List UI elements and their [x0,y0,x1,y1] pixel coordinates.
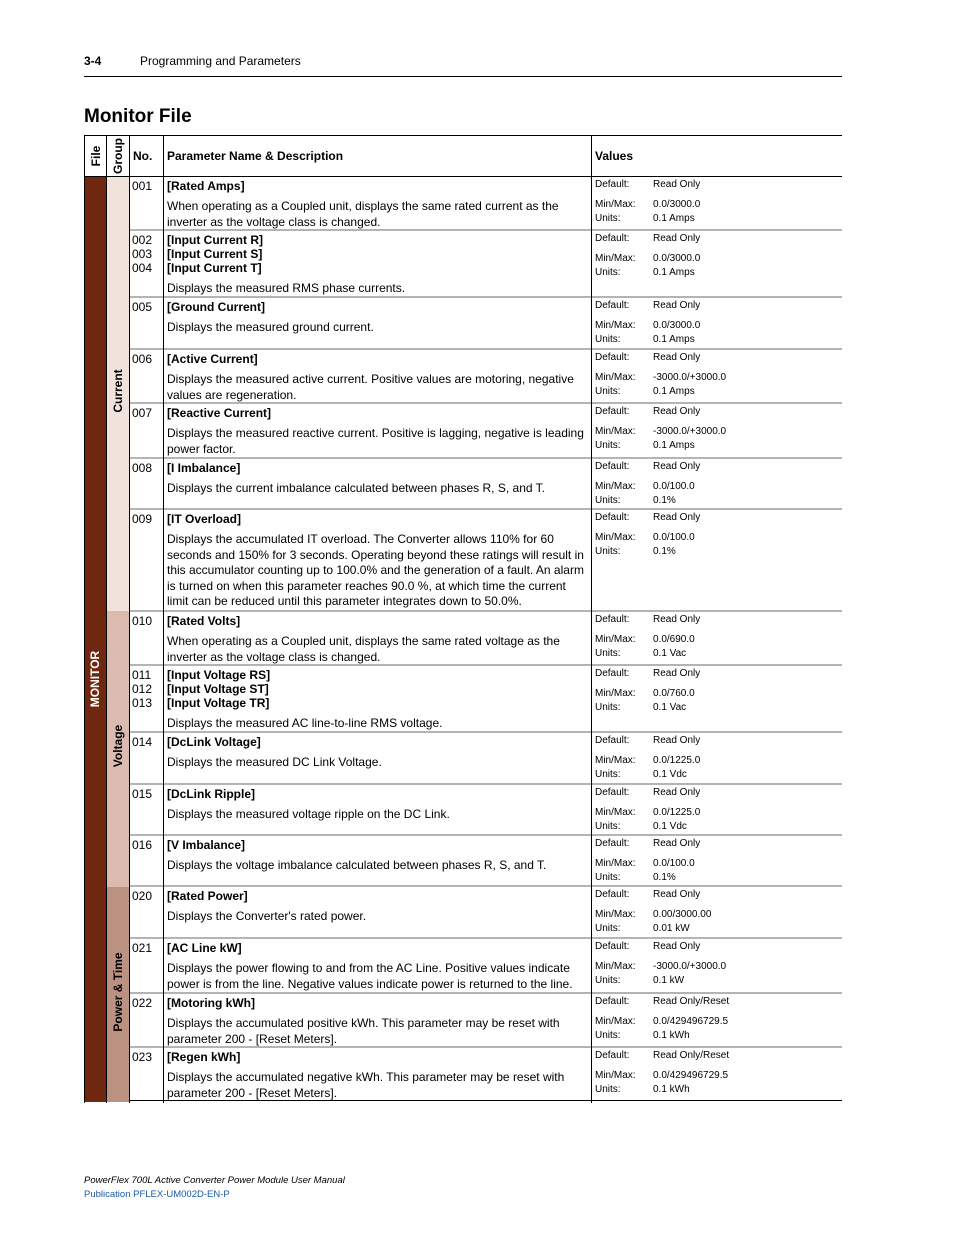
parameter-number-value: 004 [132,261,153,275]
no-column-header: No. [133,149,153,163]
group-label-power: Power & Time [111,952,125,1032]
parameter-description-cell [167,838,587,874]
file-column-header: File [89,145,103,167]
default-value: Read Only [653,233,701,244]
units-label: Units: [595,872,621,883]
units-value: 0.1 Amps [653,440,695,451]
default-value: Read Only [653,838,701,849]
parameter-name: [DcLink Ripple] [167,787,256,801]
col-divider [163,136,164,1103]
parameter-number [132,1050,162,1064]
default-value: Read Only [653,179,701,190]
parameter-number [132,406,162,420]
parameter-description: When operating as a Coupled unit, displays the same rated current as the inverter as the voltage class is changed. [167,199,559,229]
default-value: Read Only/Reset [653,1050,730,1061]
default-value: Read Only [653,787,701,798]
default-label: Default: [595,461,630,472]
default-value: Read Only [653,614,701,625]
units-value: 0.1 Vdc [653,821,687,832]
default-label: Default: [595,838,630,849]
default-value: Read Only [653,512,701,523]
parameter-number-value: 002 [132,233,153,247]
section-title: Monitor File [84,106,192,127]
parameter-description-cell [167,352,587,403]
minmax-value: -3000.0/+3000.0 [653,426,727,437]
parameter-number-value: 005 [132,300,153,314]
table-row [130,994,842,1048]
minmax-label: Min/Max: [595,858,636,869]
parameter-name: [Input Voltage TR] [167,696,270,710]
col-divider [129,136,130,1103]
parameter-name: [Rated Volts] [167,614,241,628]
default-value: Read Only [653,735,701,746]
parameter-number-value: 021 [132,941,153,955]
parameter-name: [Active Current] [167,352,258,366]
minmax-value: 0.0/3000.0 [653,199,701,210]
parameter-table [84,136,842,1103]
parameter-description-cell [167,668,587,732]
parameter-description-cell [167,300,587,336]
table-header [84,136,842,177]
parameter-name: [IT Overload] [167,512,242,526]
units-label: Units: [595,975,621,986]
table-row [130,459,842,510]
file-label: MONITOR [88,650,102,708]
group-label-voltage: Voltage [111,724,125,768]
minmax-value: 0.0/100.0 [653,532,695,543]
minmax-label: Min/Max: [595,961,636,972]
parameter-number [132,179,162,193]
parameter-number-value: 022 [132,996,153,1010]
parameter-description-cell [167,889,587,925]
units-label: Units: [595,821,621,832]
parameter-description-cell [167,406,587,457]
parameter-description: Displays the measured active current. Positive values are motoring, negative values are regeneration. [167,372,574,402]
table-row [130,939,842,994]
parameter-number-value: 014 [132,735,153,749]
chapter-title: Programming and Parameters [140,54,301,68]
minmax-value: 0.0/690.0 [653,634,695,645]
parameter-number-value: 010 [132,614,153,628]
default-label: Default: [595,179,630,190]
table-row [130,231,842,298]
group-band-current [107,177,129,611]
values-column-header: Values [595,149,634,163]
parameter-description: Displays the measured ground current. [167,320,374,334]
parameter-description-cell [167,941,587,992]
units-value: 0.1 Amps [653,267,695,278]
units-value: 0.1 Amps [653,334,695,345]
units-label: Units: [595,1084,621,1095]
minmax-label: Min/Max: [595,372,636,383]
col-divider [591,136,592,1103]
table-row [130,298,842,350]
default-label: Default: [595,614,630,625]
parameter-description-cell [167,1050,587,1101]
parameter-number [132,735,162,749]
table-row [130,612,842,666]
parameter-name: [Rated Amps] [167,179,245,193]
table-row [130,733,842,785]
parameter-description-cell [167,787,587,823]
default-value: Read Only [653,941,701,952]
minmax-label: Min/Max: [595,909,636,920]
units-label: Units: [595,769,621,780]
parameter-description-cell [167,614,587,665]
parameter-name: [Input Voltage ST] [167,682,269,696]
parameter-description: Displays the measured voltage ripple on the DC Link. [167,807,450,821]
minmax-label: Min/Max: [595,634,636,645]
parameter-description: Displays the power flowing to and from the AC Line. Positive values indicate power is from the line. Negative values indicate power is returned to the line. [167,961,573,991]
table-row [130,887,842,939]
parameter-number [132,352,162,366]
default-value: Read Only [653,352,701,363]
parameter-description: Displays the Converter's rated power. [167,909,367,923]
parameter-number [132,668,162,710]
footer-manual: PowerFlex 700L Active Converter Power Module User Manual [84,1175,345,1186]
default-value: Read Only [653,889,701,900]
table-row [130,836,842,887]
table-row [130,1048,842,1101]
parameter-number [132,512,162,526]
col-divider [106,136,107,1103]
default-label: Default: [595,996,630,1007]
units-label: Units: [595,495,621,506]
parameter-description: Displays the accumulated positive kWh. This parameter may be reset with parameter 200 - [Reset Meters]. [167,1016,560,1046]
units-value: 0.1% [653,495,676,506]
default-value: Read Only [653,406,701,417]
minmax-label: Min/Max: [595,426,636,437]
minmax-value: 0.0/1225.0 [653,755,701,766]
default-value: Read Only/Reset [653,996,730,1007]
units-label: Units: [595,1030,621,1041]
units-value: 0.1 Amps [653,386,695,397]
units-label: Units: [595,440,621,451]
parameter-name: [AC Line kW] [167,941,242,955]
units-label: Units: [595,386,621,397]
parameter-number-value: 008 [132,461,153,475]
footer-publication-link[interactable]: Publication PFLEX-UM002D-EN-P [84,1189,230,1200]
minmax-value: 0.0/3000.0 [653,320,701,331]
minmax-value: 0.0/100.0 [653,481,695,492]
parameter-name: [Ground Current] [167,300,265,314]
units-value: 0.1 kWh [653,1084,690,1095]
units-value: 0.1 Vac [653,648,687,659]
file-band [84,177,106,1102]
minmax-label: Min/Max: [595,688,636,699]
parameter-name: [Reactive Current] [167,406,272,420]
default-label: Default: [595,352,630,363]
table-row [130,404,842,459]
units-label: Units: [595,648,621,659]
units-value: 0.1% [653,872,676,883]
minmax-value: 0.0/100.0 [653,858,695,869]
group-label-current: Current [111,369,125,413]
parameter-name: [Rated Power] [167,889,248,903]
parameter-description-cell [167,512,587,610]
table-row [130,785,842,836]
parameter-description: Displays the measured reactive current. Positive is lagging, negative is leading power factor. [167,426,584,456]
parameter-number-value: 013 [132,696,153,710]
default-label: Default: [595,668,630,679]
parameter-description-cell [167,179,587,230]
minmax-value: 0.0/1225.0 [653,807,701,818]
units-value: 0.1 Vdc [653,769,687,780]
units-label: Units: [595,702,621,713]
parameter-number-value: 023 [132,1050,153,1064]
parameter-name: [Input Current T] [167,261,262,275]
parameter-number [132,614,162,628]
minmax-value: 0.00/3000.00 [653,909,712,920]
parameter-name: [Motoring kWh] [167,996,255,1010]
parameter-number [132,787,162,801]
table-row [130,666,842,733]
default-value: Read Only [653,300,701,311]
parameter-description: When operating as a Coupled unit, displays the same rated voltage as the inverter as the voltage class is changed. [167,634,560,664]
minmax-value: 0.0/3000.0 [653,253,701,264]
parameter-description: Displays the measured AC line-to-line RMS voltage. [167,716,443,730]
parameter-number-value: 007 [132,406,153,420]
default-label: Default: [595,1050,630,1061]
minmax-label: Min/Max: [595,320,636,331]
parameter-number [132,461,162,475]
minmax-label: Min/Max: [595,1016,636,1027]
default-label: Default: [595,889,630,900]
parameter-description-cell [167,735,587,771]
minmax-label: Min/Max: [595,253,636,264]
parameter-number-value: 003 [132,247,153,261]
units-label: Units: [595,546,621,557]
units-value: 0.1 Amps [653,213,695,224]
parameter-number [132,941,162,955]
parameter-number-value: 016 [132,838,153,852]
parameter-number-value: 015 [132,787,153,801]
parameter-number [132,996,162,1010]
minmax-value: -3000.0/+3000.0 [653,961,727,972]
parameter-number-value: 020 [132,889,153,903]
parameter-description: Displays the accumulated IT overload. The Converter allows 110% for 60 seconds and 150% for 3 seconds. Operating beyond these ratings will result in this accumulator counting up to 100.0% and the generation of a fault. An alarm is turned on when this parameter reaches 90.0 %, at which time the current limit can be reduced until this parameter integrates down to 50.0%. [167,532,584,608]
units-value: 0.1% [653,546,676,557]
group-band-power [107,887,129,1102]
parameter-name: [DcLink Voltage] [167,735,261,749]
parameter-description: Displays the measured DC Link Voltage. [167,755,382,769]
minmax-value: 0.0/429496729.5 [653,1070,729,1081]
parameter-number-value: 012 [132,682,153,696]
units-label: Units: [595,334,621,345]
default-label: Default: [595,512,630,523]
parameter-description: Displays the current imbalance calculated between phases R, S, and T. [167,481,545,495]
parameter-description-cell [167,996,587,1047]
minmax-value: 0.0/429496729.5 [653,1016,729,1027]
minmax-label: Min/Max: [595,755,636,766]
parameter-name: [Input Voltage RS] [167,668,271,682]
group-band-voltage [107,611,129,887]
minmax-value: -3000.0/+3000.0 [653,372,727,383]
parameter-number-value: 006 [132,352,153,366]
parameter-name: [Input Current S] [167,247,263,261]
table-row [130,510,842,612]
parameter-description: Displays the voltage imbalance calculated between phases R, S, and T. [167,858,547,872]
default-label: Default: [595,941,630,952]
units-value: 0.1 kW [653,975,685,986]
default-label: Default: [595,787,630,798]
parameter-description-cell [167,233,587,297]
parameter-name: [Regen kWh] [167,1050,241,1064]
default-value: Read Only [653,461,701,472]
parameter-number-value: 001 [132,179,153,193]
parameter-number-value: 009 [132,512,153,526]
default-value: Read Only [653,668,701,679]
parameter-number [132,233,162,275]
parameter-name: [Input Current R] [167,233,263,247]
parameter-name: [I Imbalance] [167,461,241,475]
units-value: 0.1 Vac [653,702,687,713]
minmax-label: Min/Max: [595,532,636,543]
default-label: Default: [595,233,630,244]
col-divider [84,136,85,1103]
default-label: Default: [595,300,630,311]
minmax-label: Min/Max: [595,807,636,818]
units-value: 0.1 kWh [653,1030,690,1041]
parameter-description-cell [167,461,587,497]
parameter-description: Displays the accumulated negative kWh. This parameter may be reset with parameter 200 - [Reset Meters]. [167,1070,565,1100]
minmax-label: Min/Max: [595,1070,636,1081]
parameter-number [132,300,162,314]
units-label: Units: [595,923,621,934]
minmax-label: Min/Max: [595,481,636,492]
default-label: Default: [595,406,630,417]
default-label: Default: [595,735,630,746]
units-label: Units: [595,267,621,278]
parameter-description: Displays the measured RMS phase currents. [167,281,406,295]
table-row [130,177,842,231]
page-number: 3-4 [84,54,102,68]
parameter-number [132,889,162,903]
units-label: Units: [595,213,621,224]
parameter-number [132,838,162,852]
name-column-header: Parameter Name & Description [167,149,344,163]
units-value: 0.01 kW [653,923,690,934]
minmax-label: Min/Max: [595,199,636,210]
group-column-header: Group [111,138,125,174]
header-rule [84,76,842,77]
parameter-number-value: 011 [132,668,152,682]
table-row [130,350,842,404]
minmax-value: 0.0/760.0 [653,688,695,699]
parameter-name: [V Imbalance] [167,838,246,852]
